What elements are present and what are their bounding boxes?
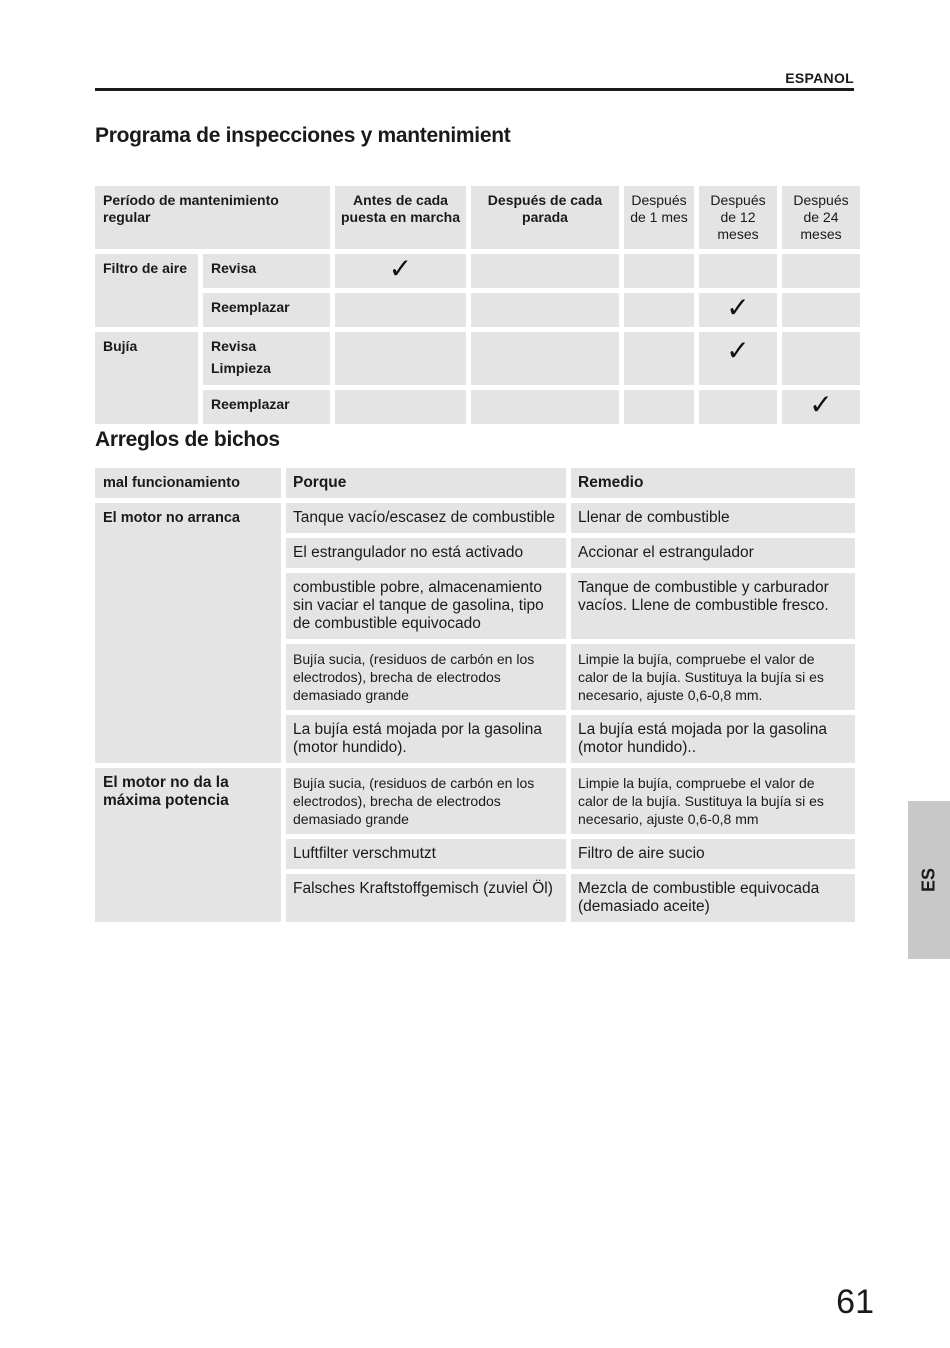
after-24-months-header: Después de 24 meses (782, 186, 860, 249)
language-side-tab-label: ES (918, 867, 939, 893)
remedy-cell: La bujía está mojada por la gasolina (motor hundido).. (571, 715, 855, 763)
cause-cell: Bujía sucia, (residuos de carbón en los electrodos), brecha de electrodos demasiado grande (286, 644, 566, 710)
air-filter-label: Filtro de aire (95, 254, 198, 327)
table-row (95, 768, 855, 834)
air-filter-replace-label: Reemplazar (203, 293, 330, 327)
spark-plug-clean-text: Limpieza (211, 360, 271, 376)
spark-plug-replace-label: Reemplazar (203, 390, 330, 424)
remedy-header: Remedio (571, 468, 855, 498)
cause-cell: La bujía está mojada por la gasolina (motor hundido). (286, 715, 566, 763)
remedy-cell: Mezcla de combustible equivocada (demasiado aceite) (571, 874, 855, 922)
maintenance-table (90, 181, 865, 429)
check-icon: ✓ (726, 292, 750, 323)
troubleshooting-header-row (95, 468, 855, 498)
table-row (95, 503, 855, 533)
cause-cell: combustible pobre, almacenamiento sin vaciar el tanque de gasolina, tipo de combustible equivocado (286, 573, 566, 639)
maintenance-title: Programa de inspecciones y mantenimient (95, 124, 511, 147)
check-icon: ✓ (388, 253, 413, 284)
spark-plug-check-text: Revisa (211, 338, 257, 354)
remedy-cell: Llenar de combustible (571, 503, 855, 533)
remedy-cell: Limpie la bujía, compruebe el valor de calor de la bujía. Sustituya la bujía si es necesario, ajuste 0,6-0,8 mm. (571, 644, 855, 710)
cause-header: Porque (286, 468, 566, 498)
spark-plug-replace-row (95, 390, 860, 424)
air-filter-replace-row (95, 293, 860, 327)
period-header: Período de mantenimiento regular (95, 186, 330, 249)
spark-plug-check-row (95, 332, 860, 385)
check-icon: ✓ (726, 335, 750, 366)
check-icon: ✓ (809, 389, 833, 420)
after-12-months-header: Después de 12 meses (699, 186, 777, 249)
cause-cell: Luftfilter verschmutzt (286, 839, 566, 869)
spark-plug-label: Bujía (95, 332, 198, 424)
troubleshooting-title: Arreglos de bichos (95, 428, 280, 451)
air-filter-check-label: Revisa (203, 254, 330, 288)
spark-plug-check-label (203, 332, 330, 385)
air-filter-check-row (95, 254, 860, 288)
remedy-cell: Tanque de combustible y carburador vacíos. Llene de combustible fresco. (571, 573, 855, 639)
section-language-header: ESPANOL (785, 70, 854, 86)
maintenance-header-row (95, 186, 860, 249)
troubleshooting-table (90, 463, 860, 927)
header-rule (95, 88, 854, 91)
cause-cell: Bujía sucia, (residuos de carbón en los electrodos), brecha de electrodos demasiado grande (286, 768, 566, 834)
language-side-tab (908, 801, 950, 959)
remedy-cell: Filtro de aire sucio (571, 839, 855, 869)
after-stop-header: Después de cada parada (471, 186, 619, 249)
remedy-cell: Limpie la bujía, compruebe el valor de calor de la bujía. Sustituya la bujía si es necesario, ajuste 0,6-0,8 mm (571, 768, 855, 834)
fault-low-power: El motor no da la máxima potencia (95, 768, 281, 922)
fault-no-start: El motor no arranca (95, 503, 281, 763)
before-start-header: Antes de cada puesta en marcha (335, 186, 466, 249)
page-number: 61 (836, 1283, 874, 1321)
cause-cell: El estrangulador no está activado (286, 538, 566, 568)
cause-cell: Falsches Kraftstoffgemisch (zuviel Öl) (286, 874, 566, 922)
fault-header: mal funcionamiento (95, 468, 281, 498)
after-1-month-header: Después de 1 mes (624, 186, 694, 249)
cause-cell: Tanque vacío/escasez de combustible (286, 503, 566, 533)
remedy-cell: Accionar el estrangulador (571, 538, 855, 568)
